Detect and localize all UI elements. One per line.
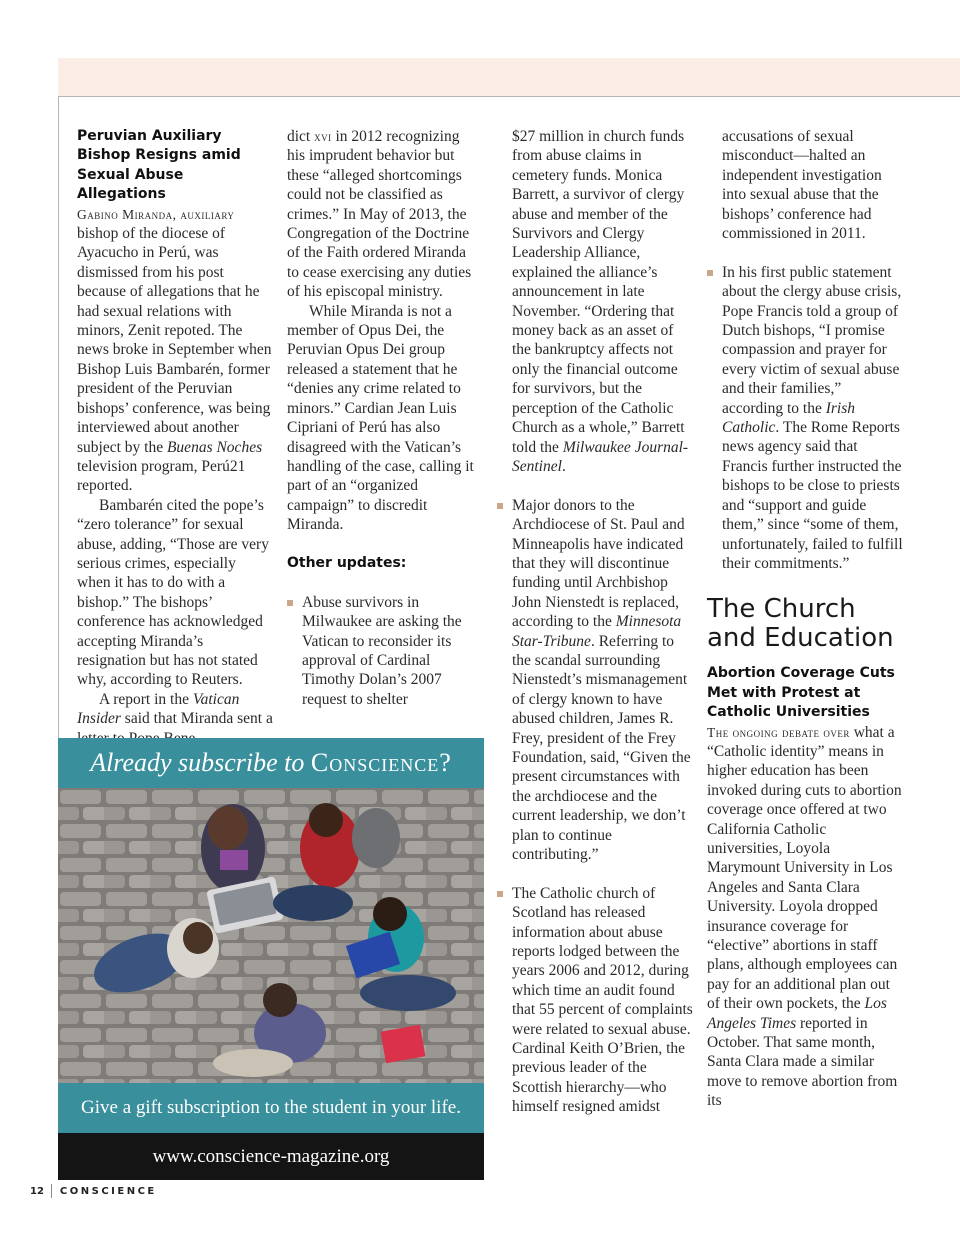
tv-program-title: Buenas Noches: [166, 438, 263, 456]
ad-headline-brand: Conscience?: [310, 748, 452, 777]
subscription-ad[interactable]: [58, 738, 484, 1180]
column-1: [77, 127, 273, 748]
students-photo-illustration: [58, 788, 484, 1083]
article-heading-peru: Peruvian Auxiliary Bishop Resigns amid Sexual Abuse Allegations: [77, 128, 241, 203]
publication-title: Vatican Insider: [77, 690, 240, 728]
body-text: television program, Perú21 reported.: [77, 457, 246, 495]
bullet-square-icon: [287, 600, 293, 606]
publication-title: Los Angeles Times: [707, 995, 887, 1032]
ad-headline-italic: Already subscribe to: [90, 748, 305, 777]
ad-tagline: Give a gift subscription to the student in your life.: [58, 1083, 484, 1133]
body-text: said that Miranda sent a: [124, 710, 273, 728]
ad-headline: [58, 738, 484, 788]
other-updates-subhead: Other updates:: [287, 554, 407, 571]
students-photo: [58, 788, 484, 1083]
body-text: .: [561, 457, 566, 475]
update-bullet-milwaukee: [287, 593, 480, 709]
body-text: A report in the: [99, 690, 189, 708]
article-body-abortion: [707, 723, 903, 1111]
article-body-peru-p5: While Miranda is not a member of Opus Dei, the Peruvian Opus Dei group released a statement that he “denies any crime related to minors.” Cardian Jean Luis Cipriani of Perú has also disagreed with the Vatican’s handling of the case, calling it part of an “organized campaign” to discredit Miranda.: [287, 302, 474, 534]
article-body-peru-p2: Bambarén cited the pope’s “zero tolerance” for sexual abuse, adding, “Those are very serious crimes, especially when it has to do with a bishop.” The bishops’ conference has acknowledged accepting Miranda’s resignation but has not stated why, according to Reuters.: [77, 496, 269, 689]
bullet-square-icon: [707, 270, 713, 276]
publication-title: Irish Catholic: [722, 399, 856, 437]
magazine-name: CONSCIENCE: [59, 1185, 157, 1197]
header-rule: [58, 96, 960, 97]
roman-numeral: xvi: [314, 129, 332, 144]
update-bullet-st-paul: [497, 496, 693, 865]
publication-title: Milwaukee Journal-Sentinel: [512, 438, 689, 475]
update-bullet-pope-francis: [707, 263, 903, 574]
update-bullet-milwaukee-cont: [497, 127, 693, 476]
ad-url-link[interactable]: www.conscience-magazine.org: [58, 1133, 484, 1180]
bullet-square-icon: [497, 503, 503, 509]
body-text: bishop of the diocese of Ayacucho in Perú, was dismissed from his post because of allegations that he had sexual relations with minors, Zenit repoted. The news broke in September when Bishop Luis Bambarén, former president of the Peruvian bishops’ conference, was being interviewed about another subject by the: [77, 225, 272, 456]
body-text: in 2012 recognizing his imprudent behavior but these “alleged shortcomings could not be classified as crimes.” In May of 2013, the Congregation of the Doctrine of the Faith ordered Miranda to cease exercising any duties of his episcopal ministry.: [287, 128, 472, 301]
page-footer: [30, 1182, 157, 1200]
article-heading-abortion: Abortion Coverage Cuts Met with Protest at Catholic Universities: [707, 665, 895, 721]
column-2: [287, 127, 480, 709]
update-bullet-scotland-cont: accusations of sexual misconduct—halted an independent investigation into sexual abuse that the bishops’ conference had commissioned in 2011.: [722, 128, 882, 243]
body-text: $27 million in church funds from abuse claims in cemetery funds. Monica Barrett, a survivor of clergy abuse and member of the Survivors and Clergy Leadership Alliance, explained the alliance’s announcement in late November. “Ordering that money back as an asset of the bankruptcy affects not only the financial outcome for survivors, but the perception of the Catholic Church as a whole,” Barrett told the: [512, 128, 685, 456]
lead-caps: Gabino Miranda, auxiliary: [77, 206, 235, 222]
lead-caps: The ongoing debate over: [707, 724, 850, 740]
body-text: The Catholic church of Scotland has released information about abuse reports lodged between the years 2006 and 2012, during which time an audit found that 55 percent of complaints were related to sexual abuse. Cardinal Keith O’Brien, the previous leader of the Scottish hierarchy—who himself resigned amidst: [512, 884, 693, 1116]
update-bullet-scotland: [497, 884, 693, 1117]
page-number: 12: [30, 1185, 44, 1197]
article-body-peru-p4: [287, 127, 480, 302]
body-text: In his first public statement about the clergy abuse crisis, Pope Francis told a group of Dutch bishops, “I promise compassion and prayer for every victim of sexual abuse and their families,” according to the: [722, 263, 902, 417]
column-3: [497, 127, 693, 1117]
body-text: reported in October. That same month, Santa Clara made a similar move to remove abortion from its: [707, 1014, 898, 1110]
body-text: what a “Catholic identity” means in higher education has been invoked during cuts to abortion coverage once offered at two California Catholic universities, Loyola Marymount University in Los Angeles and Santa Clara University. Loyola dropped insurance coverage for “elective” abortions in staff plans, although employees can pay for an additional plan out of their own pockets, the: [707, 723, 902, 1013]
body-text: dict: [287, 128, 311, 145]
section-title: The Church and Education: [707, 594, 894, 654]
footer-divider: [51, 1184, 52, 1198]
bullet-square-icon: [497, 891, 503, 897]
article-body-peru-p1: [77, 205, 273, 496]
publication-title: Minnesota Star-Tribune: [512, 613, 682, 650]
column-4: [707, 127, 903, 1111]
body-text: Major donors to the Archdiocese of St. Paul and Minneapolis have indicated that they will discontinue funding until Archbishop John Nienstedt is replaced, according to the: [512, 496, 685, 631]
body-text: . Referring to the scandal surrounding Nienstedt’s mismanagement of clergy known to have abused children, James R. Frey, president of the Frey Foundation, said, “Given the present circumstances with the archdiocese and the current leadership, we don’t plan to continue contributing.”: [512, 632, 691, 864]
body-text: . The Rome Reports news agency said that Francis further instructed the bishops to be close to priests and “support and guide them,” since “some of them, unfortunately, failed to fulfill their commitments.”: [722, 419, 903, 572]
body-text: Abuse survivors in Milwaukee are asking the Vatican to reconsider its approval of Cardinal Timothy Dolan’s 2007 request to shelter: [302, 593, 462, 708]
header-band: [58, 58, 960, 96]
